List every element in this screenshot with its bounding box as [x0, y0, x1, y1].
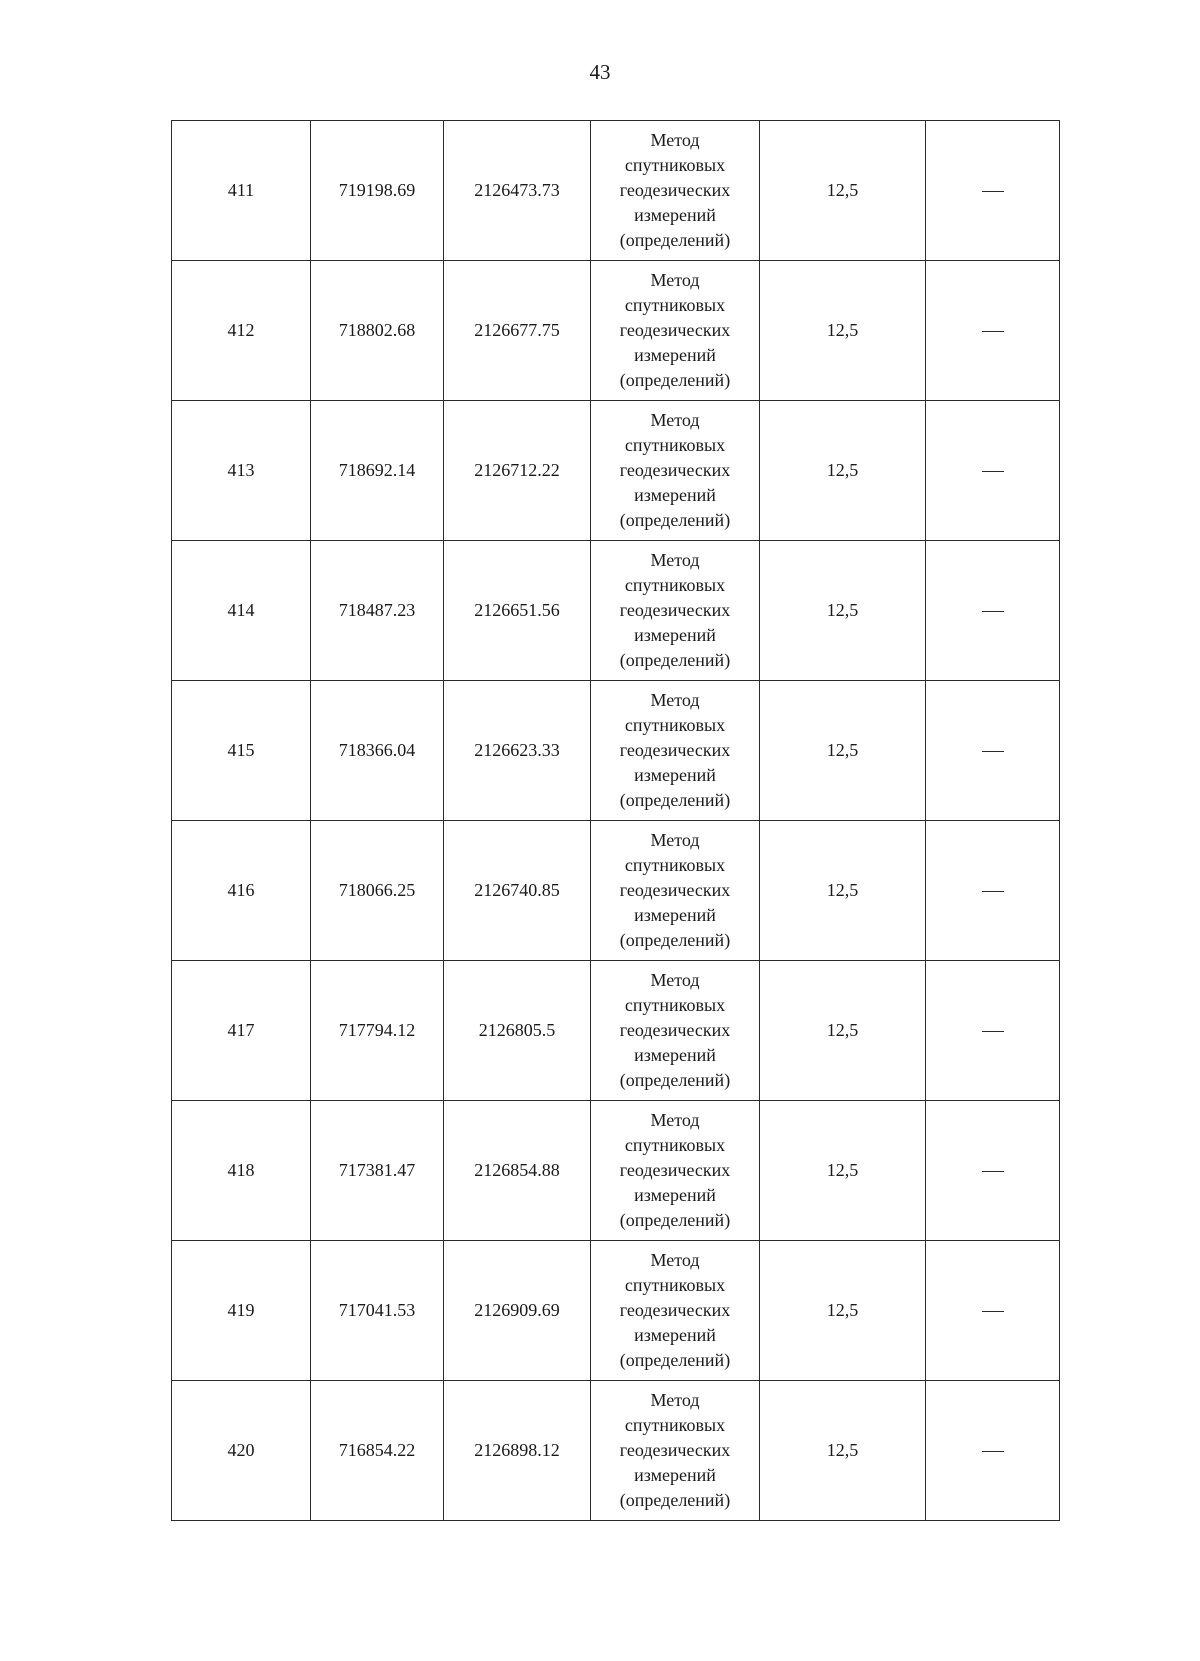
method-line: измерений: [634, 1185, 716, 1205]
x-coordinate-cell: 719198.69: [311, 121, 444, 261]
method-line: измерений: [634, 625, 716, 645]
method-line: измерений: [634, 1045, 716, 1065]
note-cell: [926, 541, 1060, 681]
point-number-cell: 414: [172, 541, 311, 681]
table-row: [172, 1101, 1060, 1241]
point-number-cell: 419: [172, 1241, 311, 1381]
method-line: Метод: [650, 1250, 700, 1270]
method-line: Метод: [650, 410, 700, 430]
note-cell: [926, 961, 1060, 1101]
method-line: измерений: [634, 765, 716, 785]
point-number-cell: 418: [172, 1101, 311, 1241]
method-line: спутниковых: [624, 995, 726, 1015]
method-cell: [591, 821, 760, 961]
x-coordinate-cell: 718802.68: [311, 261, 444, 401]
table-row: [172, 961, 1060, 1101]
method-line: спутниковых: [624, 855, 726, 875]
method-line: спутниковых: [624, 715, 726, 735]
method-line: геодезических: [619, 320, 731, 340]
method-line: геодезических: [619, 1300, 731, 1320]
method-line: геодезических: [619, 1440, 731, 1460]
coordinates-table: [171, 120, 1060, 1521]
method-line: геодезических: [619, 1160, 731, 1180]
dash-mark: [982, 1311, 1004, 1312]
method-cell: [591, 961, 760, 1101]
method-line: измерений: [634, 905, 716, 925]
method-line: спутниковых: [624, 295, 726, 315]
table-body: [172, 121, 1060, 1521]
method-line: (определений): [619, 230, 731, 250]
y-coordinate-cell: 2126854.88: [444, 1101, 591, 1241]
accuracy-cell: 12,5: [760, 261, 926, 401]
x-coordinate-cell: 718066.25: [311, 821, 444, 961]
accuracy-cell: 12,5: [760, 541, 926, 681]
x-coordinate-cell: 716854.22: [311, 1381, 444, 1521]
table-row: [172, 401, 1060, 541]
point-number-cell: 420: [172, 1381, 311, 1521]
method-line: Метод: [650, 690, 700, 710]
method-cell: [591, 401, 760, 541]
accuracy-cell: 12,5: [760, 1241, 926, 1381]
x-coordinate-cell: 718366.04: [311, 681, 444, 821]
method-line: (определений): [619, 1210, 731, 1230]
method-line: Метод: [650, 830, 700, 850]
method-cell: [591, 681, 760, 821]
method-line: Метод: [650, 1390, 700, 1410]
method-line: (определений): [619, 650, 731, 670]
method-line: спутниковых: [624, 435, 726, 455]
method-line: (определений): [619, 930, 731, 950]
dash-mark: [982, 191, 1004, 192]
accuracy-cell: 12,5: [760, 121, 926, 261]
note-cell: [926, 1241, 1060, 1381]
accuracy-cell: 12,5: [760, 1381, 926, 1521]
method-line: измерений: [634, 1325, 716, 1345]
point-number-cell: 415: [172, 681, 311, 821]
y-coordinate-cell: 2126740.85: [444, 821, 591, 961]
accuracy-cell: 12,5: [760, 1101, 926, 1241]
method-line: Метод: [650, 270, 700, 290]
method-cell: [591, 1101, 760, 1241]
y-coordinate-cell: 2126898.12: [444, 1381, 591, 1521]
table-row: [172, 1241, 1060, 1381]
table-row: [172, 681, 1060, 821]
method-cell: [591, 1241, 760, 1381]
dash-mark: [982, 471, 1004, 472]
method-line: (определений): [619, 1070, 731, 1090]
method-line: (определений): [619, 370, 731, 390]
method-line: Метод: [650, 970, 700, 990]
dash-mark: [982, 611, 1004, 612]
point-number-cell: 416: [172, 821, 311, 961]
point-number-cell: 412: [172, 261, 311, 401]
method-line: спутниковых: [624, 1135, 726, 1155]
dash-mark: [982, 1031, 1004, 1032]
y-coordinate-cell: 2126677.75: [444, 261, 591, 401]
method-line: (определений): [619, 1490, 731, 1510]
point-number-cell: 417: [172, 961, 311, 1101]
y-coordinate-cell: 2126651.56: [444, 541, 591, 681]
y-coordinate-cell: 2126712.22: [444, 401, 591, 541]
method-line: спутниковых: [624, 575, 726, 595]
method-cell: [591, 261, 760, 401]
method-line: геодезических: [619, 600, 731, 620]
page-number: 43: [589, 60, 611, 84]
method-line: спутниковых: [624, 155, 726, 175]
method-line: Метод: [650, 1110, 700, 1130]
x-coordinate-cell: 718487.23: [311, 541, 444, 681]
x-coordinate-cell: 717381.47: [311, 1101, 444, 1241]
method-line: Метод: [650, 550, 700, 570]
y-coordinate-cell: 2126805.5: [444, 961, 591, 1101]
note-cell: [926, 821, 1060, 961]
dash-mark: [982, 891, 1004, 892]
accuracy-cell: 12,5: [760, 961, 926, 1101]
method-line: геодезических: [619, 460, 731, 480]
note-cell: [926, 1381, 1060, 1521]
table-row: [172, 121, 1060, 261]
method-line: геодезических: [619, 180, 731, 200]
method-line: (определений): [619, 790, 731, 810]
method-line: спутниковых: [624, 1415, 726, 1435]
y-coordinate-cell: 2126473.73: [444, 121, 591, 261]
table-row: [172, 1381, 1060, 1521]
x-coordinate-cell: 717794.12: [311, 961, 444, 1101]
method-line: измерений: [634, 485, 716, 505]
method-line: (определений): [619, 510, 731, 530]
method-line: измерений: [634, 1465, 716, 1485]
y-coordinate-cell: 2126909.69: [444, 1241, 591, 1381]
method-line: измерений: [634, 345, 716, 365]
note-cell: [926, 121, 1060, 261]
note-cell: [926, 1101, 1060, 1241]
dash-mark: [982, 751, 1004, 752]
table-row: [172, 541, 1060, 681]
accuracy-cell: 12,5: [760, 821, 926, 961]
method-line: Метод: [650, 130, 700, 150]
method-line: геодезических: [619, 1020, 731, 1040]
x-coordinate-cell: 717041.53: [311, 1241, 444, 1381]
accuracy-cell: 12,5: [760, 401, 926, 541]
table-row: [172, 261, 1060, 401]
note-cell: [926, 401, 1060, 541]
method-cell: [591, 121, 760, 261]
dash-mark: [982, 331, 1004, 332]
dash-mark: [982, 1171, 1004, 1172]
y-coordinate-cell: 2126623.33: [444, 681, 591, 821]
method-line: измерений: [634, 205, 716, 225]
method-cell: [591, 541, 760, 681]
table-row: [172, 821, 1060, 961]
point-number-cell: 411: [172, 121, 311, 261]
accuracy-cell: 12,5: [760, 681, 926, 821]
dash-mark: [982, 1451, 1004, 1452]
point-number-cell: 413: [172, 401, 311, 541]
method-cell: [591, 1381, 760, 1521]
method-line: (определений): [619, 1350, 731, 1370]
method-line: спутниковых: [624, 1275, 726, 1295]
method-line: геодезических: [619, 880, 731, 900]
note-cell: [926, 261, 1060, 401]
x-coordinate-cell: 718692.14: [311, 401, 444, 541]
note-cell: [926, 681, 1060, 821]
method-line: геодезических: [619, 740, 731, 760]
